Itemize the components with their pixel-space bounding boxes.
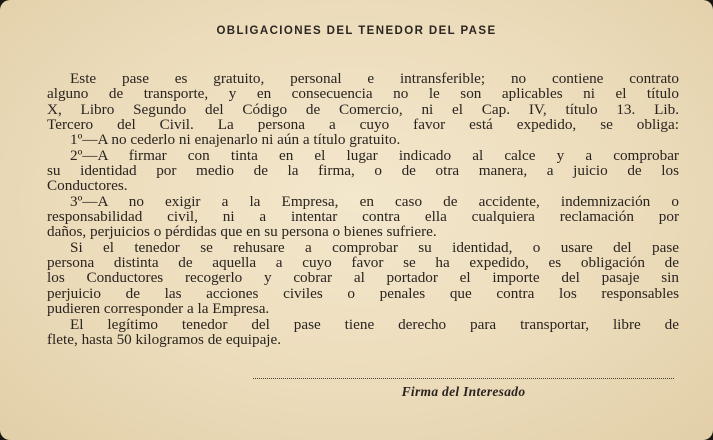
- text-line: X, Libro Segundo del Código de Comercio, ni el Cap. IV, título 13. Lib.: [47, 100, 679, 118]
- text-line: flete, hasta 50 kilogramos de equipaje.: [47, 330, 282, 348]
- text-line: Este pase es gratuito, personal e intransferible; no contiene contrato: [70, 70, 679, 87]
- text-line: pudieren corresponder a la Empresa.: [47, 300, 270, 318]
- text-line: daños, perjuicios o pérdidas que en su persona o bienes sufriere.: [47, 223, 437, 241]
- text-line: Conductores.: [47, 177, 128, 195]
- text-line: persona distinta de aquella a cuyo favor se ha expedido, es obligación de: [47, 254, 679, 272]
- text-line: su identidad por medio de la firma, o de otra manera, a juicio de los: [47, 162, 679, 180]
- text-line: Si el tenedor se rehusare a comprobar su identidad, o usare del pase: [70, 238, 679, 256]
- text-line: los Conductores recogerlo y cobrar al portador el importe del pasaje sin: [47, 269, 679, 287]
- text-line: responsabilidad civil, ni a intentar contra ella cualquiera reclamación por: [47, 208, 679, 226]
- text-line: perjuicio de las acciones civiles o penales que contra los responsables: [47, 284, 679, 302]
- obligations-text: [47, 71, 679, 347]
- text-line: 3º—A no exigir a la Empresa, en caso de accidente, indemnización o: [70, 192, 679, 210]
- text-line: El legítimo tenedor del pase tiene derecho para transportar, libre de: [70, 315, 679, 333]
- text-line: alguno de transporte, y en consecuencia no le son aplicables ni el título: [47, 85, 679, 103]
- signature-label: Firma del Interesado: [401, 384, 526, 399]
- text-line: 2º—A firmar con tinta en el lugar indicado al calce y a comprobar: [70, 146, 679, 164]
- signature-line: [253, 378, 674, 379]
- text-line: Tercero del Civil. La persona a cuyo favor está expedido, se obliga:: [47, 116, 679, 134]
- text-line: 1º—A no cederlo ni enajenarlo ni aún a título gratuito.: [70, 131, 401, 149]
- card-title: OBLIGACIONES DEL TENEDOR DEL PASE: [216, 25, 497, 37]
